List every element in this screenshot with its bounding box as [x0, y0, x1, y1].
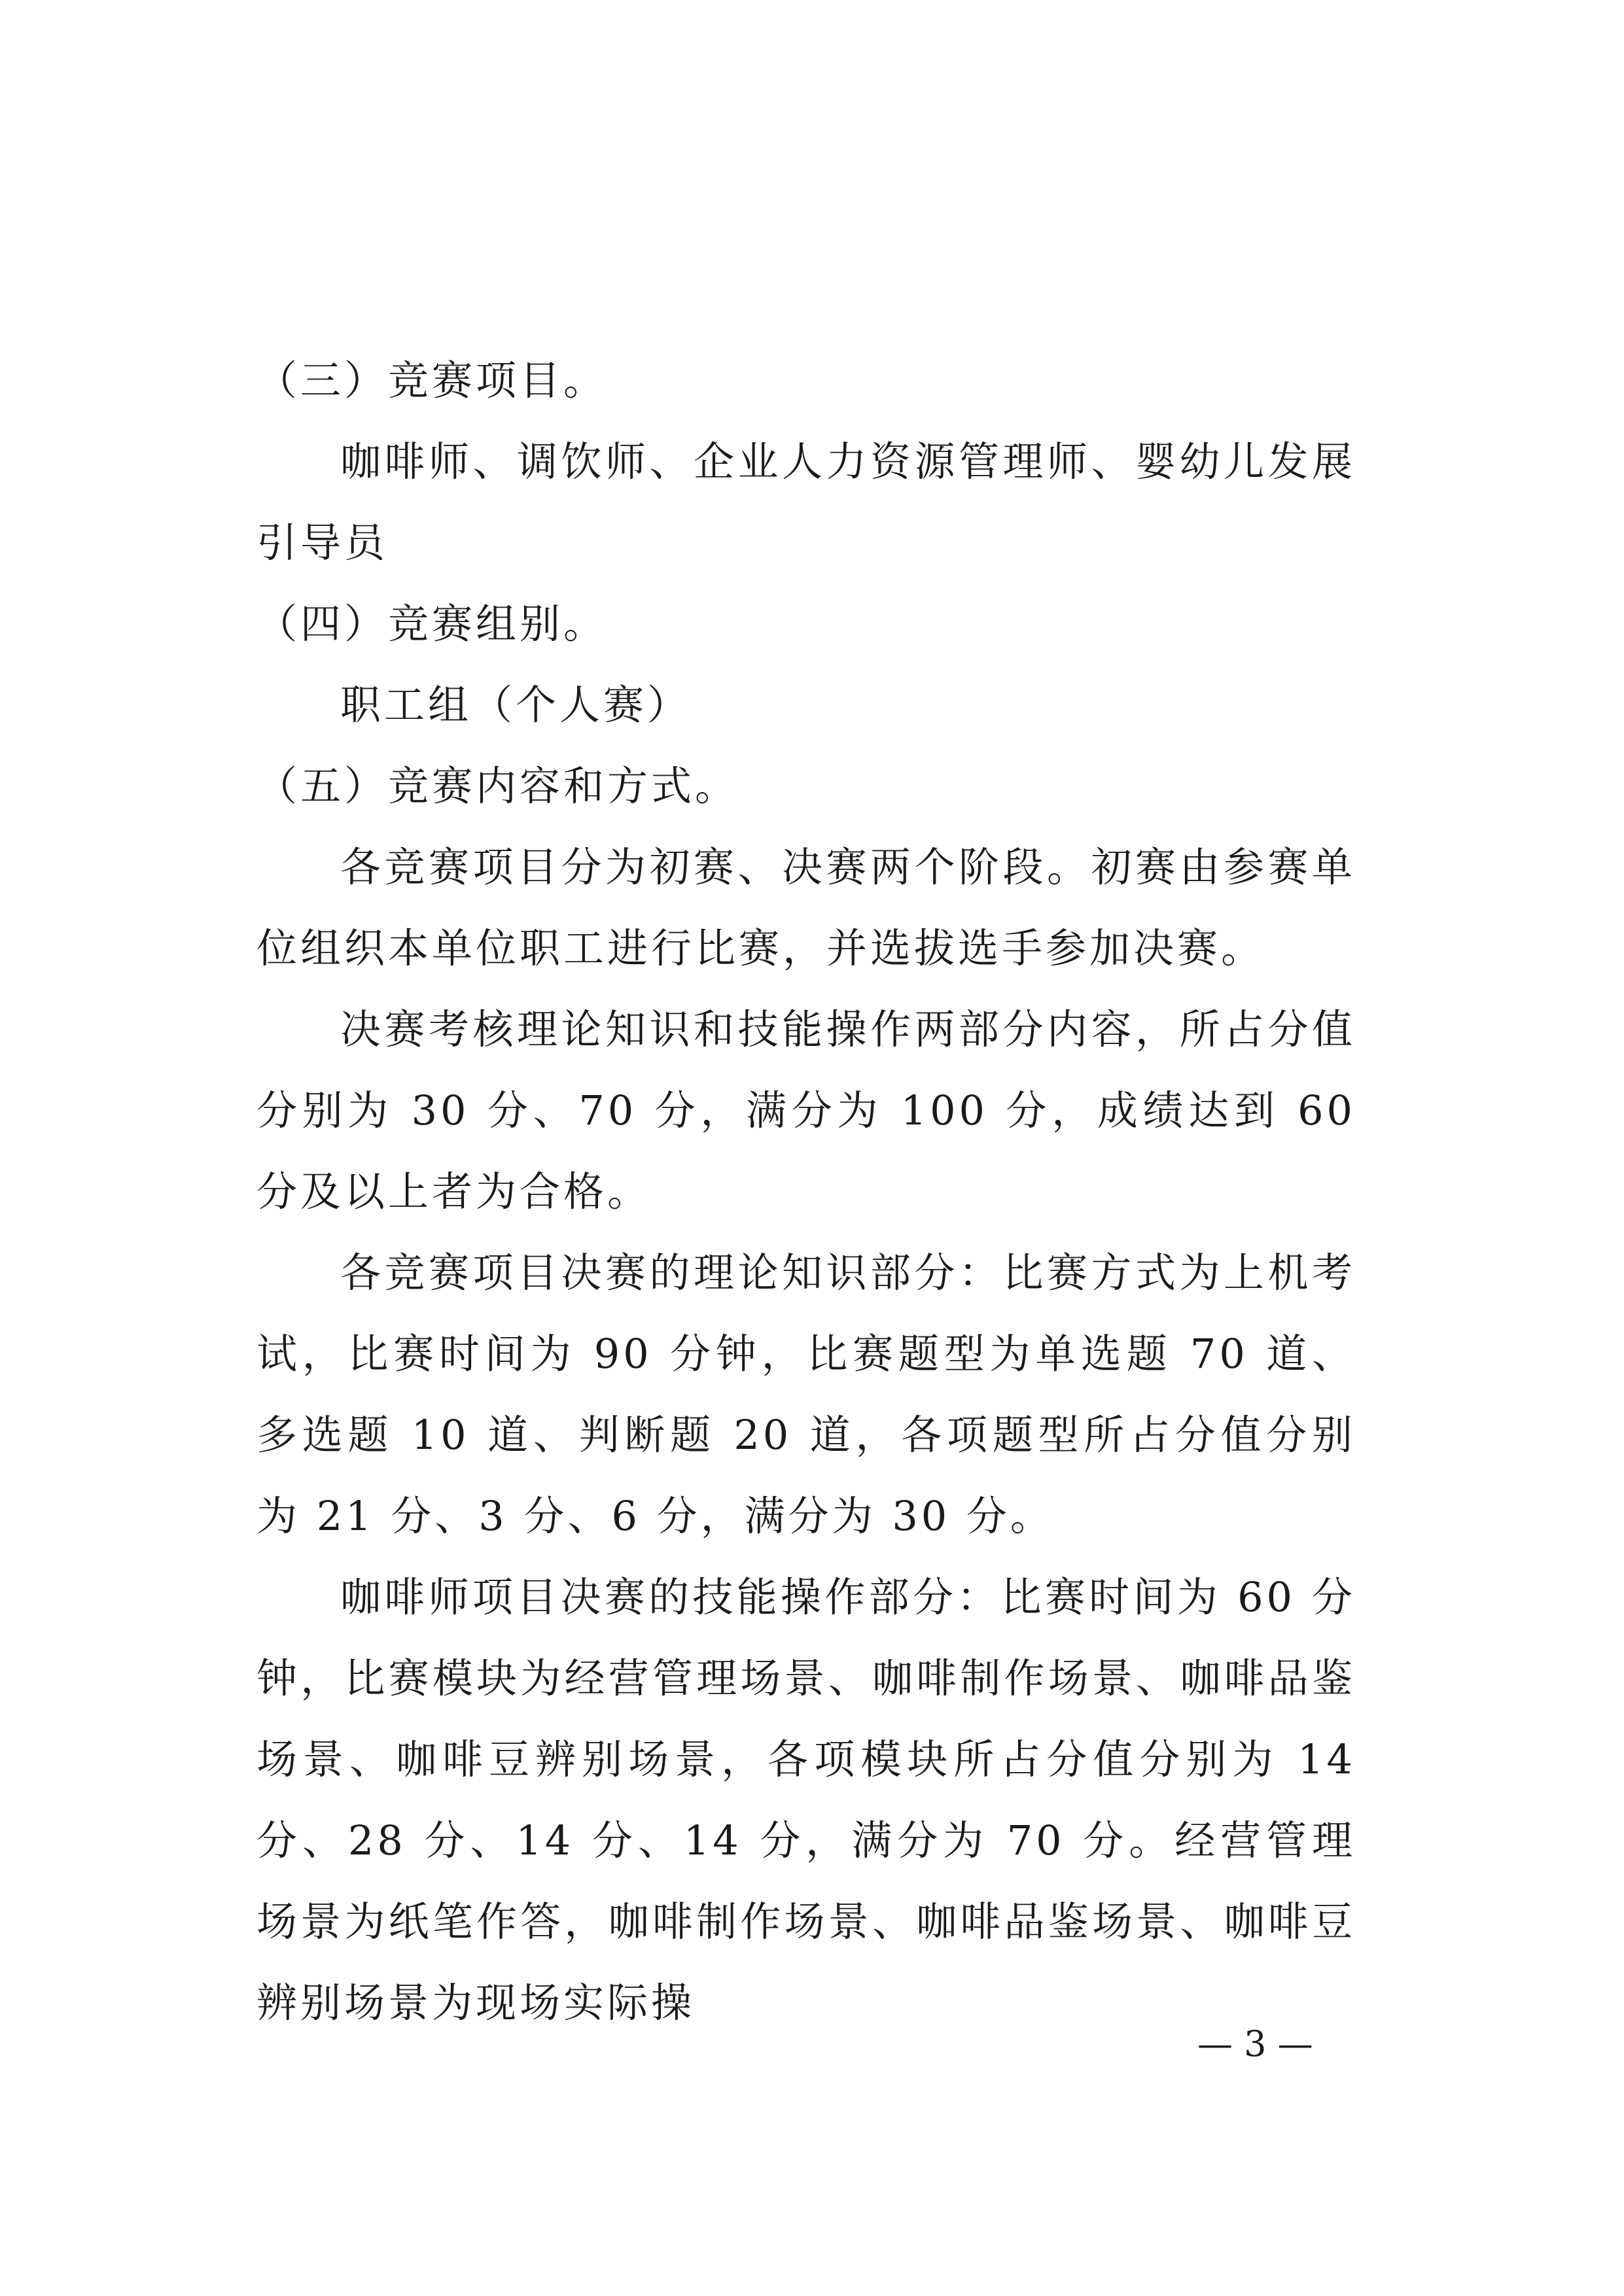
section-heading-competition-groups: （四）竞赛组别。 [256, 600, 608, 648]
paragraph-competition-groups: 职工组（个人赛） [340, 681, 692, 729]
page-number: — 3 — [1197, 2023, 1313, 2064]
paragraph-competition-items: 咖啡师、调饮师、企业人力资源管理师、婴幼儿发展引导员 [256, 438, 1356, 566]
paragraph-final-scoring: 决赛考核理论知识和技能操作两部分内容，所占分值分别为 30 分、70 分，满分为 100 分，成绩达到 60 分及以上者为合格。 [256, 1005, 1356, 1215]
paragraph-theory-part: 各竞赛项目决赛的理论知识部分：比赛方式为上机考试，比赛时间为 90 分钟，比赛题型为单选题 70 道、多选题 10 道、判断题 20 道，各项题型所占分值分别为 21 分、3 分、6 分，满分为 30 分。 [256, 1249, 1356, 1540]
document-body [256, 340, 1356, 2044]
paragraph-stages: 各竞赛项目分为初赛、决赛两个阶段。初赛由参赛单位组织本单位职工进行比赛，并选拔选手参加决赛。 [256, 843, 1356, 972]
paragraph-barista-skills: 咖啡师项目决赛的技能操作部分：比赛时间为 60 分钟，比赛模块为经营管理场景、咖啡制作场景、咖啡品鉴场景、咖啡豆辨别场景，各项模块所占分值分别为 14 分、28 分、14 分、14 分，满分为 70 分。经营管理场景为纸笔作答，咖啡制作场景、咖啡品鉴场景、咖啡豆辨别场景为现场实际操 [256, 1573, 1356, 2026]
section-heading-content-and-format: （五）竞赛内容和方式。 [256, 762, 739, 810]
section-heading-competition-items: （三）竞赛项目。 [256, 357, 608, 404]
